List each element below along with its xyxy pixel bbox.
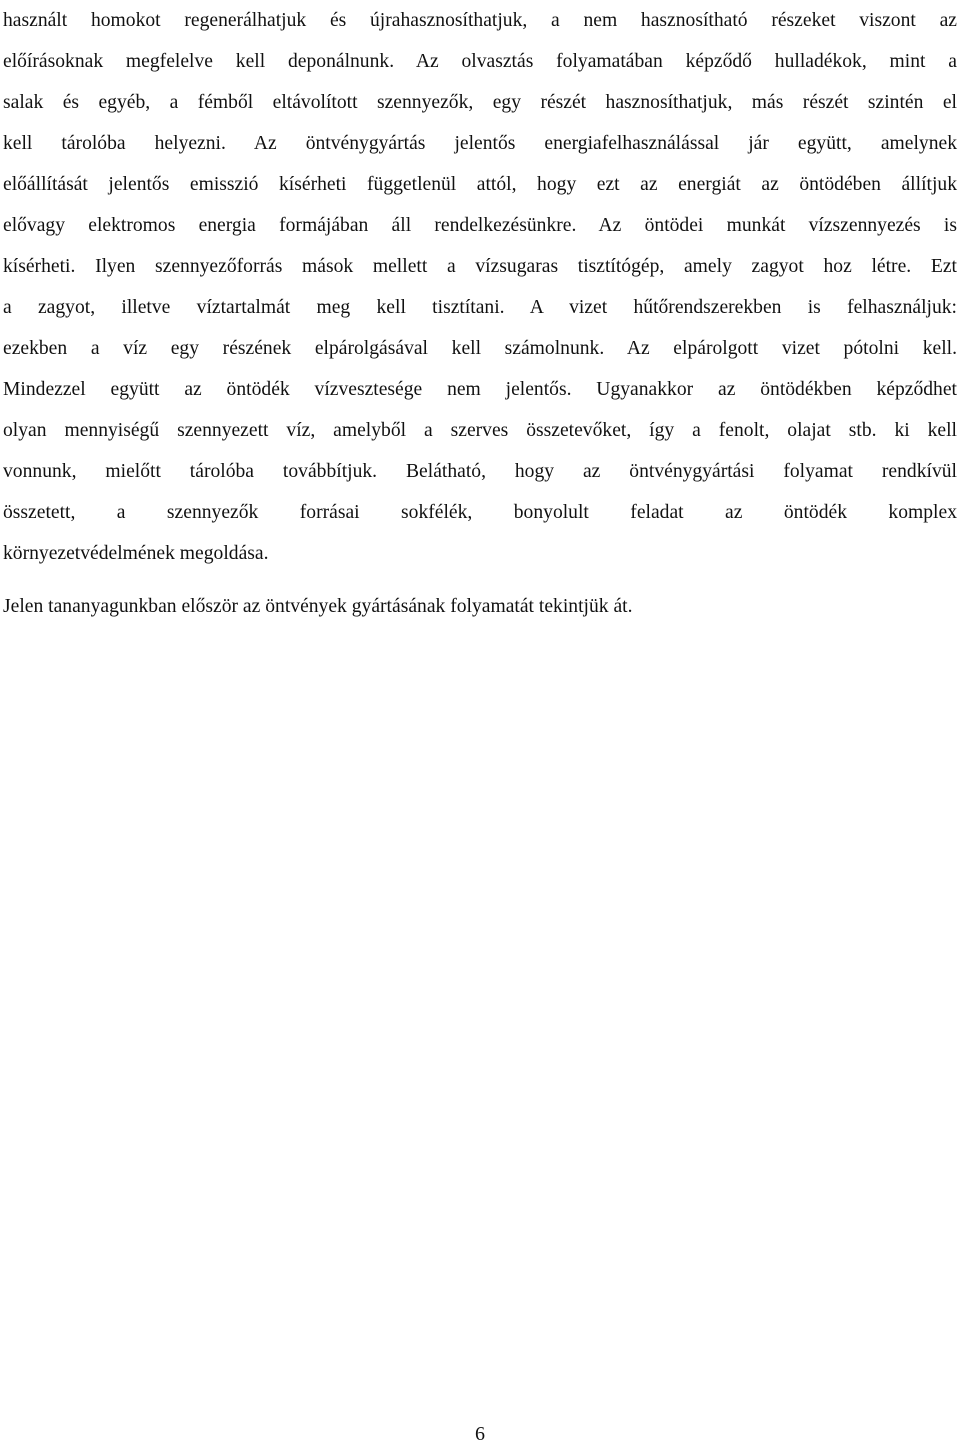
paragraph-line: előírásoknak megfelelve kell deponálnunk. Az olvasztás folyamatában képződő hulladékok, mint a [3, 51, 957, 72]
paragraph-line: összetett, a szennyezők forrásai sokfélék, bonyolult feladat az öntödék komplex [3, 502, 957, 523]
paragraph-line: vonnunk, mielőtt tárolóba továbbítjuk. Belátható, hogy az öntvénygyártási folyamat rendkívül [3, 461, 957, 482]
paragraph-line: előállítását jelentős emisszió kísérheti függetlenül attól, hogy ezt az energiát az öntödében állítjuk [3, 174, 957, 195]
paragraph-line: elővagy elektromos energia formájában áll rendelkezésünkre. Az öntödei munkát vízszennyezés is [3, 215, 957, 236]
paragraph-line: salak és egyéb, a fémből eltávolított szennyezők, egy részét hasznosíthatjuk, más részét szintén el [3, 92, 957, 113]
paragraph-line: ezekben a víz egy részének elpárolgásával kell számolnunk. Az elpárolgott vizet pótolni kell. [3, 338, 957, 359]
body-paragraph-2: Jelen tananyagunkban először az öntvények gyártásának folyamatát tekintjük át. [3, 596, 633, 617]
paragraph-line: környezetvédelmének megoldása. [3, 543, 269, 564]
paragraph-line: a zagyot, illetve víztartalmát meg kell tisztítani. A vizet hűtőrendszerekben is felhasználjuk: [3, 297, 957, 318]
page-number: 6 [475, 1423, 485, 1445]
paragraph-line: kell tárolóba helyezni. Az öntvénygyártás jelentős energiafelhasználással jár együtt, amelynek [3, 133, 957, 154]
paragraph-line: Mindezzel együtt az öntödék vízvesztesége nem jelentős. Ugyanakkor az öntödékben képződhet [3, 379, 957, 400]
paragraph-line: használt homokot regenerálhatjuk és újrahasznosíthatjuk, a nem hasznosítható részeket viszont az [3, 10, 957, 31]
body-paragraph-1 [3, 0, 957, 574]
paragraph-line: olyan mennyiségű szennyezett víz, amelyből a szerves összetevőket, így a fenolt, olajat stb. ki kell [3, 420, 957, 441]
paragraph-line: kísérheti. Ilyen szennyezőforrás mások mellett a vízsugaras tisztítógép, amely zagyot hoz létre. Ezt [3, 256, 957, 277]
